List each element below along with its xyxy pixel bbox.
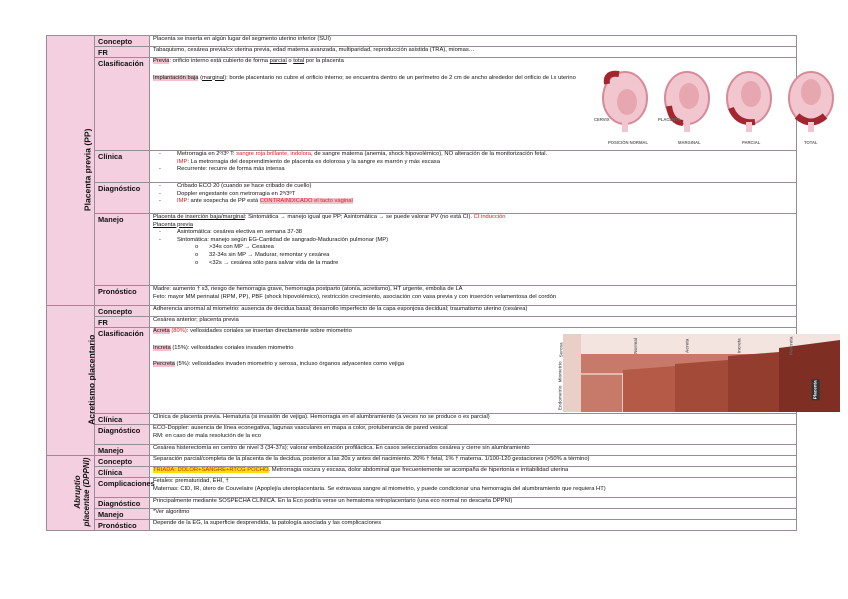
table-row [47,306,797,317]
text: ): borde placentario no cubre el orificio interno; se encuentra dentro de un perímetro de 2 cm de ancho alrededor del orificio de l.x uterino [224,74,576,81]
text: RM: en caso de mala resolución de la eco [153,432,261,439]
section-abruptio [47,456,95,531]
table-row [47,445,797,456]
cell-list [150,214,797,286]
fig-caption: MARGINAL [678,140,701,145]
list-item: - Sintomática: manejo según EG-Cantidad de sangrado-Maduración pulmonar (MP) [153,237,793,245]
section-title: Placenta previa (PP) [82,128,93,211]
sub-list [153,244,793,267]
text: Fetales: prematuridad, EHI, † [153,478,229,484]
uterus-parcial [727,72,771,132]
cell-text: Tabaquismo, cesárea previa/cx uterina previa, edad materna avanzada, multiparidad, reproducción asistida (TRA), miomas… [150,47,797,58]
placenta-position-illustration [595,62,845,147]
text: Feto: mayor MM perinatal (RPM, PP), PBF (shock hipovolémico), restricción crecimiento, asociación con vasa previa y con inserción velamentosa del cordón [153,293,557,300]
fig-caption: Miometrio [557,361,563,383]
text: ( [198,74,202,81]
cell-list [150,151,797,183]
text: o [286,58,294,64]
fig-caption: Serosa [558,342,564,358]
row-label: Pronóstico [95,520,150,531]
cell-text: Principalmente mediante SOSPECHA CLÍNICA. En la Eco podría verse un hematoma retroplacentario (una eco normal no descarta DPPNI) [150,498,797,509]
fig-caption: Acreta [684,338,690,353]
uterus-normal [603,72,647,132]
row-label: Manejo [95,445,150,456]
row-label: Clínica [95,467,150,478]
fig-caption: Increta [736,338,742,354]
list-item: - Doppler engestante con metrorragia en 2º/3ºT [153,191,793,199]
cell-text: Depende de la EG, la superficie desprendida, la patología asociada y las complicaciones [150,520,797,531]
table-row [47,425,797,445]
list-item: o >34s con MP → Cesárea [153,244,793,252]
classification-cell [150,58,818,151]
cell-list [150,183,797,214]
cell-text: Cesárea anterior; placenta previa [150,317,797,328]
text: Maternas: CID, IR, útero de Couvelaire (Apoplejía uteroplacentaria. Se extravasa sangre al miometrio, y puede condicionar una hemorragia del alumbramiento que requiera HT) [153,485,606,492]
row-label: Complicaciones [95,478,150,498]
cell-text: Placenta de inserción baja/marginal: Sintomática → manejo igual que PP; Asintomática → se puede valorar PV (no está CI). CI inducción [153,214,506,220]
acretismo-layers-illustration [563,334,840,412]
cell-text: Placenta previa [153,221,193,228]
fig-caption: Percreta [788,336,794,355]
bullet-list [153,229,793,244]
cell-text: *Ver algoritmo [150,509,797,520]
cell-text: Separación parcial/completa de la placenta de la decidua, posterior a las 20s y antes del nacimiento. 20% † fetal, 1% † materna. 1/100-120 gestaciones (>50% a término) [150,456,797,467]
table-row [47,183,797,214]
text: . Metrorragia oscura y escasa, dolor abdominal que frecuentemente se acompaña de hipertonía e irritabilidad uterina [268,467,569,473]
fig-caption: TOTAL [804,140,818,145]
row-label: Concepto [95,456,150,467]
row-label: Manejo [95,214,150,286]
section-acretismo [47,306,95,456]
row-label: Clasificación [95,58,150,151]
list-item: - Cribado ECO 20 (cuando se hace cribado de cuello) [153,183,793,191]
table-row [47,36,797,47]
cell-text: Clínica de placenta previa. Hematuria (si invasión de vejiga). Hemorragia en el alumbramiento (a veces no se produce o es parcial) [150,414,797,425]
text: total [293,58,305,64]
cell-text [150,467,797,478]
cell-text [153,328,553,369]
triad-highlight: TRIADA: DOLOR+SANGRE+RTCG POCHO [153,467,269,473]
section-title: Acretismo placentario [86,334,97,425]
row-label: Concepto [95,36,150,47]
table-row [47,214,797,286]
table-row [47,478,797,498]
text: marginal [202,74,225,81]
text: (5%): vellosidades invaden miometrio y serosa, incluso órganos adyacentes como vejiga [174,361,405,368]
cell-text [150,425,797,445]
cell-text: Placenta se inserta en algún lugar del segmento uterino inferior (SUI) [150,36,797,47]
fig-caption: Endometrio [557,385,563,410]
term-implantacion-baja: Implantación baja [153,74,199,81]
table-row [47,317,797,328]
list-item: - IMP: ante sospecha de PP está CONTRAINDICADO el tacto vaginal [153,198,793,206]
cell-text [153,58,583,82]
row-label: Pronóstico [95,286,150,306]
table-row [47,509,797,520]
table-row [47,498,797,509]
fig-caption: Normal [633,337,639,354]
row-label: FR [95,317,150,328]
row-label: FR [95,47,150,58]
cell-text: Cesárea histerectomía en centro de nivel 3 (34-37s); valorar embolización profiláctica. En casos seleccionados cesárea y cierre sin alumbramiento [150,445,797,456]
bullet-list [153,151,793,174]
row-label: Clínica [95,414,150,425]
text: (80%) [169,328,187,334]
cell-text [150,286,797,306]
fig-caption: POSICIÓN NORMAL [608,140,649,145]
term-acreta: Acreta [153,328,170,334]
row-label: Concepto [95,306,150,317]
text: parcial [269,58,287,64]
list-item: - Asintomática: cesárea electiva en semana 37-38 [153,229,793,237]
table-row [47,467,797,478]
text: Madre: aumento † x3, riesgo de hemorragia grave, hemorragia postparto (atonía, acretismo), HT urgente, embolia de LA [153,286,463,292]
fig-caption: CERVIX [594,117,610,122]
row-label: Clasificación [95,328,150,414]
table-row [47,151,797,183]
classification-cell [150,328,818,414]
text: por la placenta [304,58,344,64]
row-label: Clínica [95,151,150,183]
row-label: Manejo [95,509,150,520]
term-previa: Previa [153,58,170,64]
text: : vellosidades coriales se insertan directamente sobre miometrio [186,328,352,334]
fig-caption: PLACENTA [658,117,681,122]
summary-table [46,35,818,531]
row-label: Diagnóstico [95,425,150,445]
table-row [47,328,797,414]
term-percreta: Percreta [153,361,175,368]
list-item: o 32-34s sin MP → Madurar, remontar y cesárea [153,252,793,260]
text: ECO-Doppler: ausencia de línea econegativa, lagunas vasculares en mapa a color, protuberancia de pared vesical [153,425,448,431]
section-placenta-previa [47,36,95,306]
uterus-total [789,72,833,132]
list-item: - Recurrente: recurre de forma más intensa [153,166,793,174]
row-label: Diagnóstico [95,498,150,509]
fig-caption: Placenta [812,380,818,400]
text: (15%): vellosidades coriales invaden miometrio [170,344,294,351]
cell-text [150,478,797,498]
table-row [47,47,797,58]
list-item: o <32s → cesárea sólo para salvar vida de la madre [153,260,793,268]
fig-caption: PARCIAL [742,140,761,145]
table-row [47,58,797,151]
term-increta: Increta [153,344,171,351]
table-row [47,456,797,467]
table-row [47,520,797,531]
cell-text: Adherencia anormal al miometrio: ausencia de decidua basal; desarrollo imperfecto de la capa esponjosa decidual; traumatismo uterino (cesárea) [150,306,797,317]
section-title: Abruptio placentae (DPPNI) [73,457,91,527]
table-row [47,414,797,425]
text: : orificio interno está cubierto de forma [169,58,270,64]
bullet-list [153,183,793,206]
row-label: Diagnóstico [95,183,150,214]
list-item: - Metrorragia en 2º/3º T: sangre roja brillante, indolora, de sangre materna (anemia, shock hipovolémico), NO alteración de la monitorización fetal. IMP: La metrorragia del desprendimiento de placenta es dolorosa y la sangre es marrón y más escasa [153,151,793,166]
table-row [47,286,797,306]
